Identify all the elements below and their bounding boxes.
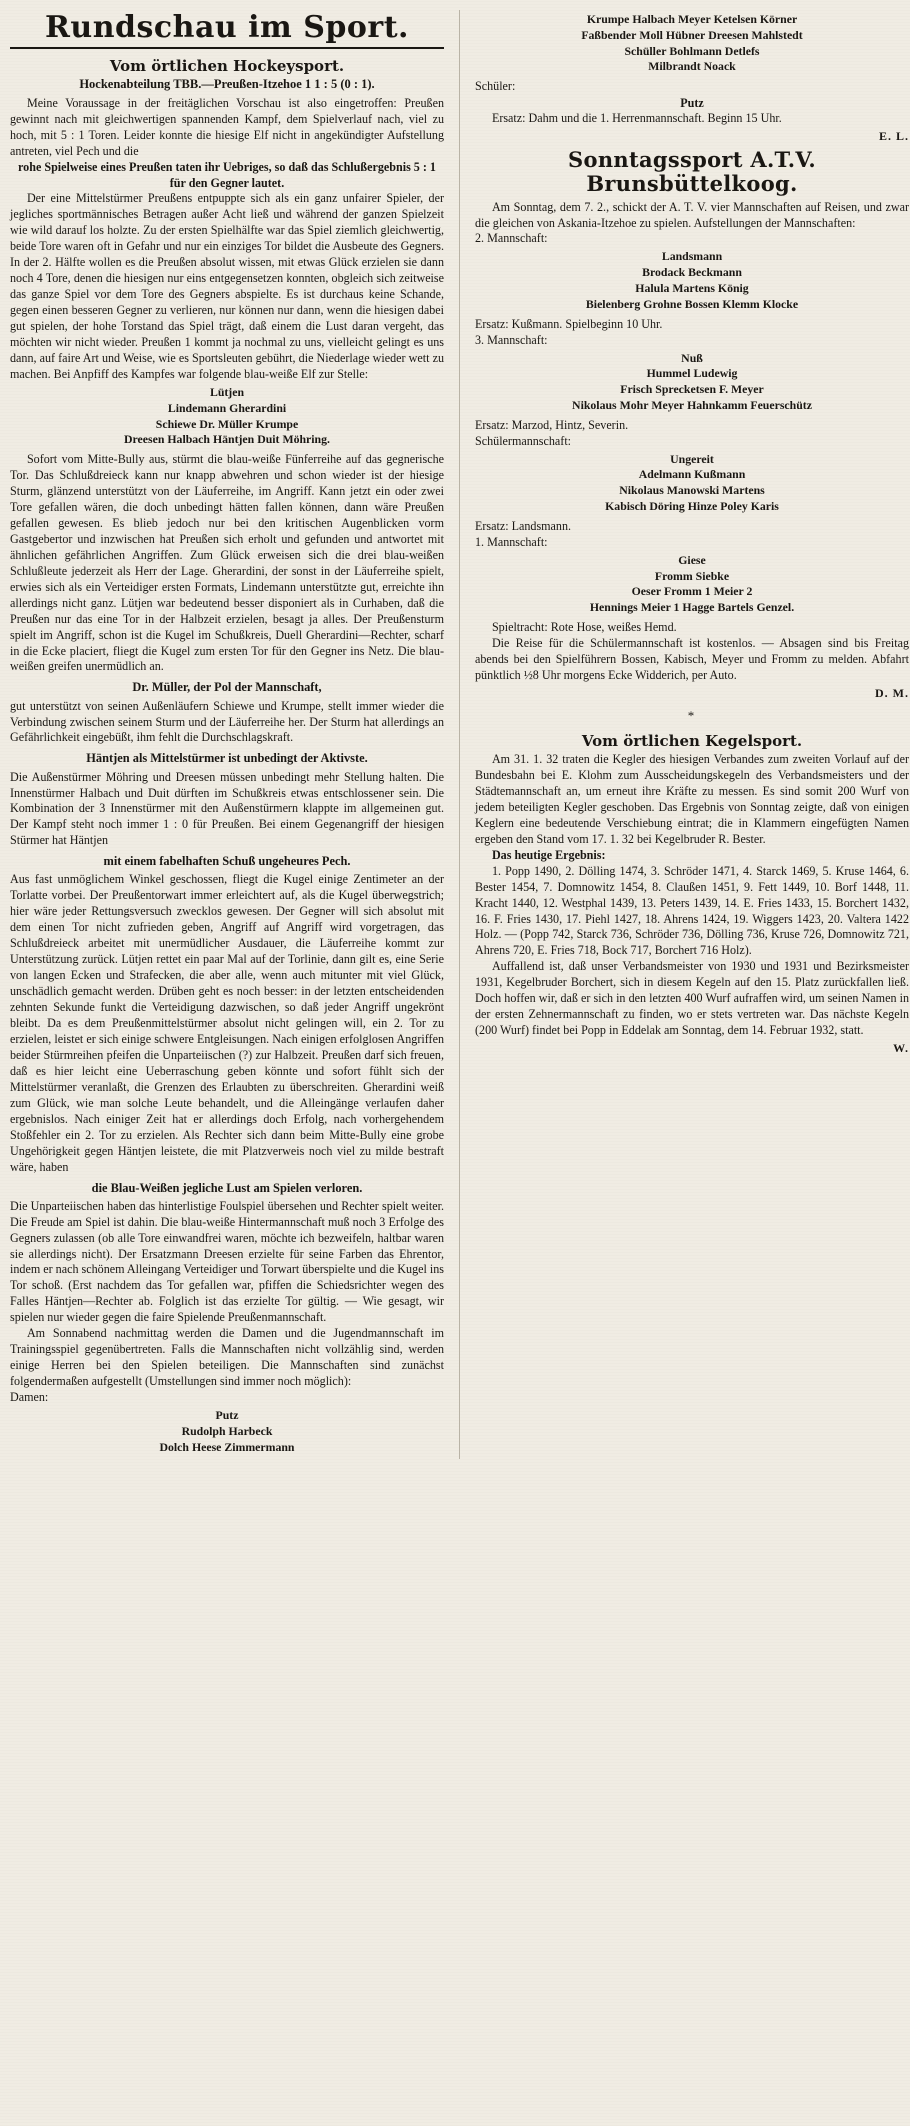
results-heading: Das heutige Ergebnis: (491, 847, 606, 862)
page-columns (10, 10, 909, 1459)
lineup-player: Lindemann (167, 400, 227, 415)
lineup-player: Schüller (624, 43, 667, 58)
lineup-player: Häntjen (212, 432, 255, 447)
lineup-player: Giese (678, 552, 706, 567)
lineup-player: Halula (635, 281, 670, 296)
match-result-subheading: Hockenabteilung TBB.—Preußen-Itzehoe 1 1 : 5 (0 : 1). (79, 76, 375, 91)
lineup-player: Bartels (717, 600, 754, 615)
lineup-player: Harbeck (228, 1423, 273, 1438)
lineup-player: Detlefs (724, 43, 760, 58)
team-label-3: 3. Mannschaft: (475, 332, 548, 347)
lineup-player: Dolch (159, 1439, 189, 1454)
lineup-player: Halbach (632, 12, 675, 26)
lineup-player: Lütjen (209, 384, 245, 399)
lineup-player: Frisch (620, 382, 653, 397)
lineup-player: Nikolaus (619, 483, 664, 498)
lineup-player: Brodack (642, 265, 686, 280)
lineup-ladies (10, 1408, 444, 1455)
lineup-player: Manowski (666, 483, 720, 498)
lineup-player: Krumpe (586, 12, 630, 26)
substitutes-note: Ersatz: Marzod, Hintz, Severin. (475, 417, 629, 432)
lineup-player: Landsmann (661, 249, 723, 264)
lineup-player: Ketelsen (713, 12, 757, 26)
lineup-continued (475, 12, 909, 75)
lineup-player: Nuß (681, 350, 703, 365)
paragraph-subheading: Dr. Müller, der Pol der Mannschaft, (132, 680, 322, 695)
lineup-player: Fromm 1 (664, 584, 711, 599)
lineup-player: Martens (672, 281, 715, 296)
paragraph: Der eine Mittelstürmer Preußens entpuppte sich als ein ganz unfairer Spieler, der jegliches sportmännisches Betragen außer Acht ließ und während der ganzen Spielzeit wie wild darauf los holzte. Zu der ersten Spielhälfte war das Spiel ziemlich gleichwertig, beide Tore waren oft in Gefahr und nur ein einziges Tor bildet die Ausbeute des Gegners. In der 2. Hälfte wollen es die Preußen absolut wissen, mit etwas Glück erzielen sie dann noch 4 Tore, denen die hiesigen nur eins entgegensetzen konnten, obgleich sich zeitweise das ganze Spiel vor dem Tore des Gegners abspielte. Es ist durchaus keine Schande, gegen einen besseren Gegner zu verlieren, nur können nur dann, wenn die hiesigen dabei gut spielen, der hohe Torstand das Spiel trägt, daß einem die Lust daran vergeht, das möchten wir nicht wieder. Preußen 1 kommt ja nochmal zu uns, vielleicht gelingt es uns dann, auf faire Art und Weise, wie es Sportsleuten gebührt, die Niederlage wieder wett zu machen. Bei Anpfiff des Kampfes war folgende blau-weiße Elf zur Stelle: (10, 191, 444, 381)
substitutes-note: Ersatz: Kußmann. Spielbeginn 10 Uhr. (475, 316, 663, 331)
lineup-player: Hennings (589, 600, 638, 615)
lineup-player: Zimmermann (224, 1439, 295, 1454)
lineup-player: Sprecketsen (655, 382, 717, 397)
lineup-player: Ludewig (693, 366, 738, 381)
lineup-player: König (717, 281, 749, 296)
lineup-player: Hummel (646, 366, 691, 381)
lineup-player: Meyer (651, 397, 685, 412)
paragraph: Sofort vom Mitte-Bully aus, stürmt die blau-weiße Fünferreihe auf das gegnerische Tor. Das Schlußdreieck kann nur knapp abwehren und schon wieder ist der hiesige Sturm, glänzend unterstützt von der Läuferreihe, im Angriff. Kann jetzt ein oder zwei Tore gefallen wären, die doch unbedingt hätten fallen können, dann wäre Preußen gefallen gewesen. Es blieb jedoch nur bei den kritischen Augenblicken vorm Gastgebertor und inzwischen hat Preußen sich erholt und gefunden und antwortet mit ähnlichen gefährlichen Angriffen. Zum Glück erweisen sich die drei blau-weißen Schlußleute jederzeit als Herr der Lage. Gherardini, der sonst in der Läuferreihe spielt, erwies sich als ein Verteidiger ersten Formats, Lindemann unterstützte gut, erreichte ihn allerdings nicht ganz. Lütjen war bedeutend besser disponiert als in Curhaben, daß die Preußen nur das eine Tor in der Halbzeit erzielen, besagt ja alles. Der Preußensturm spielt im Angriff, schon ist die Kugel im Schußkreis, Duell Gherardini—Rechter, scharf in die Ecke placiert, fliegt die Kugel zum ersten Tor für den Gegner ins Netz. Die blau-weißen greifen unermüdlich an. (10, 452, 444, 674)
paragraph-subheading: die Blau-Weißen jegliche Lust am Spielen verloren. (91, 1180, 363, 1195)
lineup-player: Feuerschütz (750, 397, 812, 412)
lineup-player: Hinze (687, 499, 718, 514)
lineup-player: Kabisch (605, 499, 647, 514)
lineup-player: Putz (680, 96, 704, 111)
section-heading-bowling: Vom örtlichen Kegelsport. (581, 731, 803, 750)
lineup-player: Möhring. (282, 432, 330, 447)
lineup-team-2 (475, 249, 909, 312)
lineup-player: Dr. Müller (199, 416, 253, 431)
paragraph: Aus fast unmöglichem Winkel geschossen, fliegt die Kugel einige Zentimeter an der Torlatte vorbei. Der Preußentorwart immer erleichtert auf, als die Kugel überwegstrich; hier wäre jeder Rettungsversuch zwecklos gewesen. Der Gegner will sich absolut mit dem einen Tor nicht zufrieden geben, Angriff auf Angriff wird vorgetragen, das Schlußdreieck arbeitet mit unermüdlicher Ausdauer, die Läuferreihe kommt zur Unterstützung zurück. Lütjen rettet ein paar Mal auf der Torlinie, dann gilt es, eine Serie von langen Ecken und Strafecken, die aber alle, wenn auch mitunter mit viel Glück, unschädlich gemacht werden. Drüben geht es noch besser: in der letzten entscheidenden zehnten Sekunde funkt die Verteidigung dazwischen, so daß jeder Angriff ungekrönt bleibt. Da es dem Preußenmittelstürmer absolut nicht gelingen will, ein 2. Tor zu erzielen, leistet er sich einige schwere Entgleisungen. Nach einigen erfolglosen Angriffen beider Stürmreihen pfeifen die Unparteiischen (?) zur Halbzeit. Preußen darf sich freuen, daß es hier leicht eine Ueberraschung geben könnte und sofort fühlt sich der Mittelstürmer veranlaßt, die Grenzen des Erlaubten zu überschreiten. Gherardini weiß zum Glück, wie man solche Leute behandelt, und die Alleingänge verlaufen daher ergebnislos. Nach einiger Zeit hat er allerdings doch Erfolg, nach vorhergehendem Stoßfehler ein 2. Tor zu erzielen. Als Rechter sich dann beim Mitte-Bully eine grobe Ungehörigkeit gegen Häntjen leistete, die mit Platzverweis noch viel zu milde bestraft wäre, haben (10, 872, 444, 1174)
lineup-player: Döring (649, 499, 685, 514)
lineup-player: Faßbender (581, 27, 637, 42)
lineup-player: Karis (750, 499, 779, 514)
lineup-player: Mahlstedt (751, 27, 803, 42)
paragraph: Die Unparteiischen haben das hinterlistige Foulspiel übersehen und Rechter spielt weiter. Die Freude am Spiel ist dahin. Die blau-weiße Hintermannschaft muß noch 3 Erfolge des Gegners zulassen (ob alle Tore einwandfrei waren, möchte ich bezweifeln, haltbar waren sie allerdings nicht). Der Ersatzmann Dreesen erzielte für seine Farben das Ehrentor, indem er nach schönem Alleingang Verteidiger und Torwart überspielte und die Kugel ins Tor schoß. (Erst nachdem das Tor gefallen war, pfiffen die Schiedsrichter wegen des Falles Häntjen—Rechter ab. Folglich ist das erzielte Tor gültig. — Wie gesagt, wir spielen nur wieder gegen die faire Spielende Preußenmannschaft. (10, 1198, 444, 1325)
lineup-team-3 (475, 351, 909, 414)
lineup-player: Schiewe (155, 416, 197, 431)
paragraph: gut unterstützt von seinen Außenläufern Schiewe und Krumpe, stellt immer wieder die Verbindung zwischen seinem Sturm und der Läuferreihe her. Der Sturm hat allerdings an Gefährlichkeit eingebüßt, ihm fehlt die Durchschlagskraft. (10, 698, 444, 745)
paragraph-emphasis: rohe Spielweise eines Preußen taten ihr Uebriges, so daß das Schlußergebnis 5 : 1 für den Gegner lautet. (18, 159, 436, 190)
lineup-player: Rudolph (181, 1423, 226, 1438)
paragraph: Auffallend ist, daß unser Verbandsmeister von 1930 und 1931 und Bezirksmeister 1931, Kegelbruder Borchert, sich in diesem Kegeln auf den 15. Platz zurückfallen ließ. Doch hoffen wir, daß er sich in den letzten 400 Wurf aufraffen wird, um seinen Namen in der ersten Zehnermannschaft zu finden, wo er stets vertreten war. Das nächste Kegeln (200 Wurf) findet bei Popp in Eddelak am Sonntag, dem 14. Februar 1932, statt. (475, 959, 909, 1038)
lineup-player: Moll (639, 27, 663, 42)
section-heading-sunday-sport: Sonntagssport A.T.V. Brunsbüttelkoog. (568, 147, 816, 197)
kit-note: Spieltracht: Rote Hose, weißes Hemd. (491, 619, 677, 634)
lineup-player: Kußmann (694, 467, 746, 482)
lineup-player: Duit (257, 432, 280, 447)
paragraph: Am 31. 1. 32 traten die Kegler des hiesigen Verbandes zum zweiten Vorlauf auf der Bundesbahn bei E. Klohm zum Ausscheidungskegeln des Verbandsmeisters und der Städtemannschaft an, um erneut ihre Kräfte zu messen. Es sind somit 200 Wurf von jedem beteiligten Kegler geschoben. Das Ergebnis von Sonntag zeigte, daß von einigen Keglern eine bedeutende Verschiebung eintrat; die in Klammern eingefügten Namen ergeben den Stand vom 17. 1. 32 bei Kegelbruder R. Bester. (475, 751, 909, 846)
masthead-title: Rundschau im Sport. (10, 12, 444, 49)
lineup-player: Dreesen (708, 27, 749, 42)
substitutes-note: Ersatz: Landsmann. (475, 518, 572, 533)
column-divider (459, 10, 460, 1459)
lineup-player: Körner (759, 12, 798, 26)
lineup-player: Hübner (665, 27, 706, 42)
ladies-label: Damen: (10, 1390, 49, 1405)
lineup-player: Adelmann (638, 467, 692, 482)
team-label-pupils: Schülermannschaft: (475, 433, 572, 448)
paragraph: Am Sonntag, dem 7. 2., schickt der A. T. V. vier Mannschaften auf Reisen, und zwar die gleichen von Askania-Itzehoe zu spielen. Aufstellungen der Mannschaften: (475, 199, 909, 230)
paragraph: Meine Voraussage in der freitäglichen Vorschau ist also eingetroffen: Preußen gewinnt nach mit gleichwertigen spannenden Kampf, dem Spielverlauf nach, viel zu hoch, mit 5 : 1 Toren. Leider konnte die hiesige Elf nicht in angekündigter Aufstellung antreten, viel Pech und die (10, 95, 444, 158)
lineup-player: Siebke (695, 568, 730, 583)
paragraph: Ersatz: Dahm und die 1. Herrenmannschaft. Beginn 15 Uhr. (491, 111, 782, 126)
lineup-player: Bohlmann (669, 43, 722, 58)
lineup-player: Bielenberg (585, 296, 641, 311)
lineup-player: Oeser (631, 584, 662, 599)
lineup-player: Noack (703, 59, 736, 74)
lineup-player: F. Meyer (718, 382, 764, 397)
lineup-player: Gherardini (229, 400, 287, 415)
left-column (10, 10, 444, 1459)
team-label-1: 1. Mannschaft: (475, 534, 548, 549)
lineup-blue-white (10, 385, 444, 448)
lineup-player: Milbrandt (648, 59, 701, 74)
paragraph: Die Außenstürmer Möhring und Dreesen müssen unbedingt mehr Stellung halten. Die Innenstürmer Halbach und Duit dürften im Schußkreis etwas entschlossener sein. Die Kombination der 3 Innenstürmer mit den Außenstürmern klappte im allgemeinen gut. Der Kampf steht noch immer 1 : 0 für Preußen. Bei einem Gegenangriff der hiesigen Stürmer hat Häntjen (10, 769, 444, 848)
lineup-player: Heese (191, 1439, 222, 1454)
lineup-player: Hagge (682, 600, 715, 615)
ornament-star: * (687, 707, 697, 723)
lineup-player: Mohr (619, 397, 649, 412)
right-column (475, 10, 909, 1058)
paragraph-subheading: Häntjen als Mittelstürmer ist unbedingt der Aktivste. (86, 751, 368, 766)
lineup-team-pupils (475, 452, 909, 515)
lineup-player: Hahnkamm (687, 397, 748, 412)
lineup-player: Dreesen (124, 432, 165, 447)
paragraph-subheading: mit einem fabelhaften Schuß ungeheures Pech. (103, 854, 351, 869)
lineup-player: Genzel. (756, 600, 795, 615)
lineup-player: Nikolaus (572, 397, 617, 412)
lineup-player: Klemm (722, 296, 760, 311)
lineup-player: Ungereit (670, 451, 714, 466)
signature: W. (893, 1041, 909, 1056)
lineup-player: Meyer (677, 12, 711, 26)
signature: D. M. (875, 685, 909, 700)
section-heading-local-hockey: Vom örtlichen Hockeysport. (109, 56, 345, 75)
lineup-team-1 (475, 553, 909, 616)
lineup-player: Bossen (684, 296, 720, 311)
lineup-player: Beckmann (688, 265, 742, 280)
lineup-player: Meier 2 (713, 584, 753, 599)
signature: E. L. (878, 129, 909, 144)
lineup-player: Martens (722, 483, 765, 498)
lineup-player: Grohne (643, 296, 682, 311)
lineup-player: Putz (215, 1408, 239, 1423)
paragraph: Am Sonnabend nachmittag werden die Damen und die Jugendmannschaft im Trainingsspiel gegenübertreten. Falls die Mannschaften nicht vollzählig sind, werden einige Herren bei den Spielen beteiligen. Die Mannschaften sind zunächst folgendermaßen aufgestellt (Umstellungen sind immer noch möglich): (10, 1326, 444, 1389)
lineup-player: Klocke (762, 296, 799, 311)
lineup-player: Krumpe (255, 416, 299, 431)
lineup-player: Meier 1 (640, 600, 680, 615)
lineup-player: Fromm (654, 568, 693, 583)
paragraph: Die Reise für die Schülermannschaft ist kostenlos. — Absagen sind bis Freitag abends bei den Spielführern Bossen, Kabisch, Meyer und Fromm zu melden. Abfahrt pünktlich ½8 Uhr morgens Ecke Widderich, per Auto. (475, 635, 909, 682)
lineup-player: Poley (720, 499, 748, 514)
results-list: 1. Popp 1490, 2. Dölling 1474, 3. Schröder 1471, 4. Starck 1469, 5. Kruse 1464, 6. Bester 1454, 7. Domnowitz 1454, 8. Claußen 1451, 9. Fett 1449, 10. Borf 1448, 11. Kracht 1440, 12. Westphal 1439, 13. Peters 1439, 14. E. Fries 1433, 15. Borchert 1432, 16. F. Fries 1430, 17. Piehl 1427, 18. Ahrens 1424, 19. Wiggers 1423, 20. Valtera 1422 Holz. — (Popp 742, Starck 736, Schröder 736, Dölling 736, Kruse 726, Domnowitz 721, Ahrens 720, E. Fries 718, Bock 717, Borchert 716 Holz). (475, 863, 909, 958)
lineup-player: Halbach (167, 432, 210, 447)
team-label-2: 2. Mannschaft: (475, 231, 548, 246)
pupils-label: Schüler: (475, 79, 516, 94)
